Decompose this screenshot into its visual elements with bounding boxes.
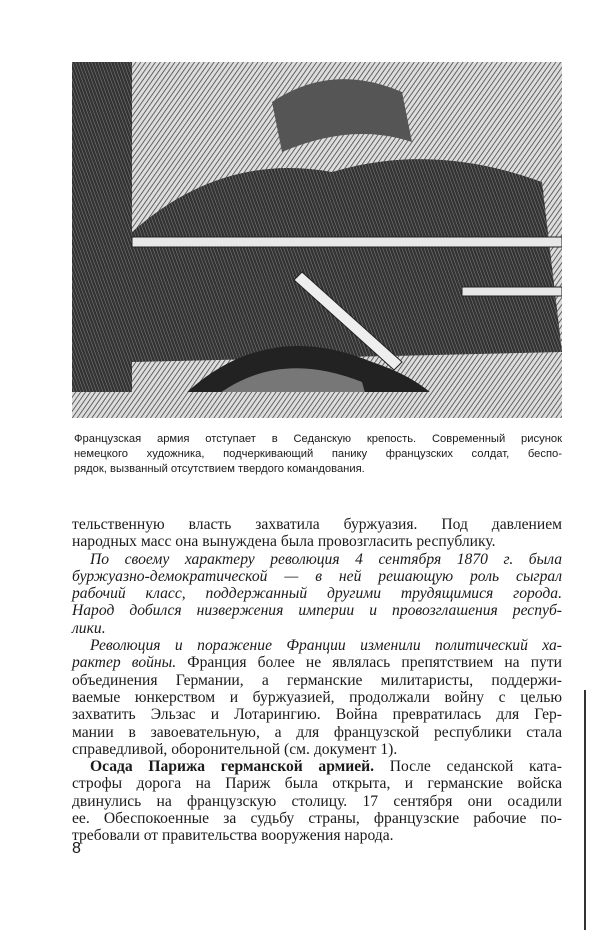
page-number: 8 — [72, 840, 81, 857]
figure-caption — [74, 432, 562, 477]
caption-line: немецкого художника, подчеркивающий панику французских солдат, беспо- — [74, 448, 562, 460]
text-line: строфы дорога на Париж была открыта, и германские войска — [72, 775, 562, 793]
text-line: Народ добился низвержения империи и провозглашения респуб- — [72, 602, 562, 620]
text-line: лики. — [72, 619, 106, 637]
scan-edge-line — [584, 690, 586, 930]
illustration-sedan-retreat — [72, 62, 562, 418]
text-line: тельственную власть захватила буржуазия. Под давлением — [72, 516, 562, 533]
text-line: требовали от правительства вооружения народа. — [72, 827, 394, 845]
section-heading: Осада Парижа германской армией. — [90, 758, 375, 776]
text-line: Революция и поражение Франции изменили политический ха- — [90, 637, 562, 655]
text-span: После седанской ката- — [389, 758, 562, 776]
body-text — [72, 516, 562, 845]
text-line: справедливой, оборонительной (см. документ 1). — [72, 740, 398, 758]
text-line: народных масс она вынуждена была провозгласить республику. — [72, 533, 496, 551]
text-line: мании в завоевательную, а для французской республики стала — [72, 723, 562, 741]
text-line: захватить Эльзас и Лотарингию. Война превратилась для Гер- — [72, 706, 562, 724]
text-line: ее. Обеспокоенные за судьбу страны, французские рабочие по- — [72, 810, 562, 828]
text-line: двинулись на французскую столицу. 17 сентября они осадили — [72, 792, 562, 810]
text-line: По своему характеру революция 4 сентября 1870 г. была — [90, 550, 562, 568]
text-line: рабочий класс, поддержанный другими трудящимися города. — [72, 585, 562, 603]
text-italic: рактер войны. — [72, 654, 177, 672]
text-line: буржуазно-демократической — в ней решающую роль сыграл — [72, 567, 562, 585]
caption-line: рядок, вызванный отсутствием твердого командования. — [74, 463, 365, 475]
text-line: ваемые юнкерством и буржуазией, продолжали войну с целью — [72, 688, 562, 706]
text-span: Франция более не являлась препятствием на пути — [187, 654, 563, 672]
caption-line: Французская армия отступает в Седанскую крепость. Современный рисунок — [74, 433, 562, 445]
text-line: объединения Германии, а германские милитаристы, поддержи- — [72, 671, 562, 689]
